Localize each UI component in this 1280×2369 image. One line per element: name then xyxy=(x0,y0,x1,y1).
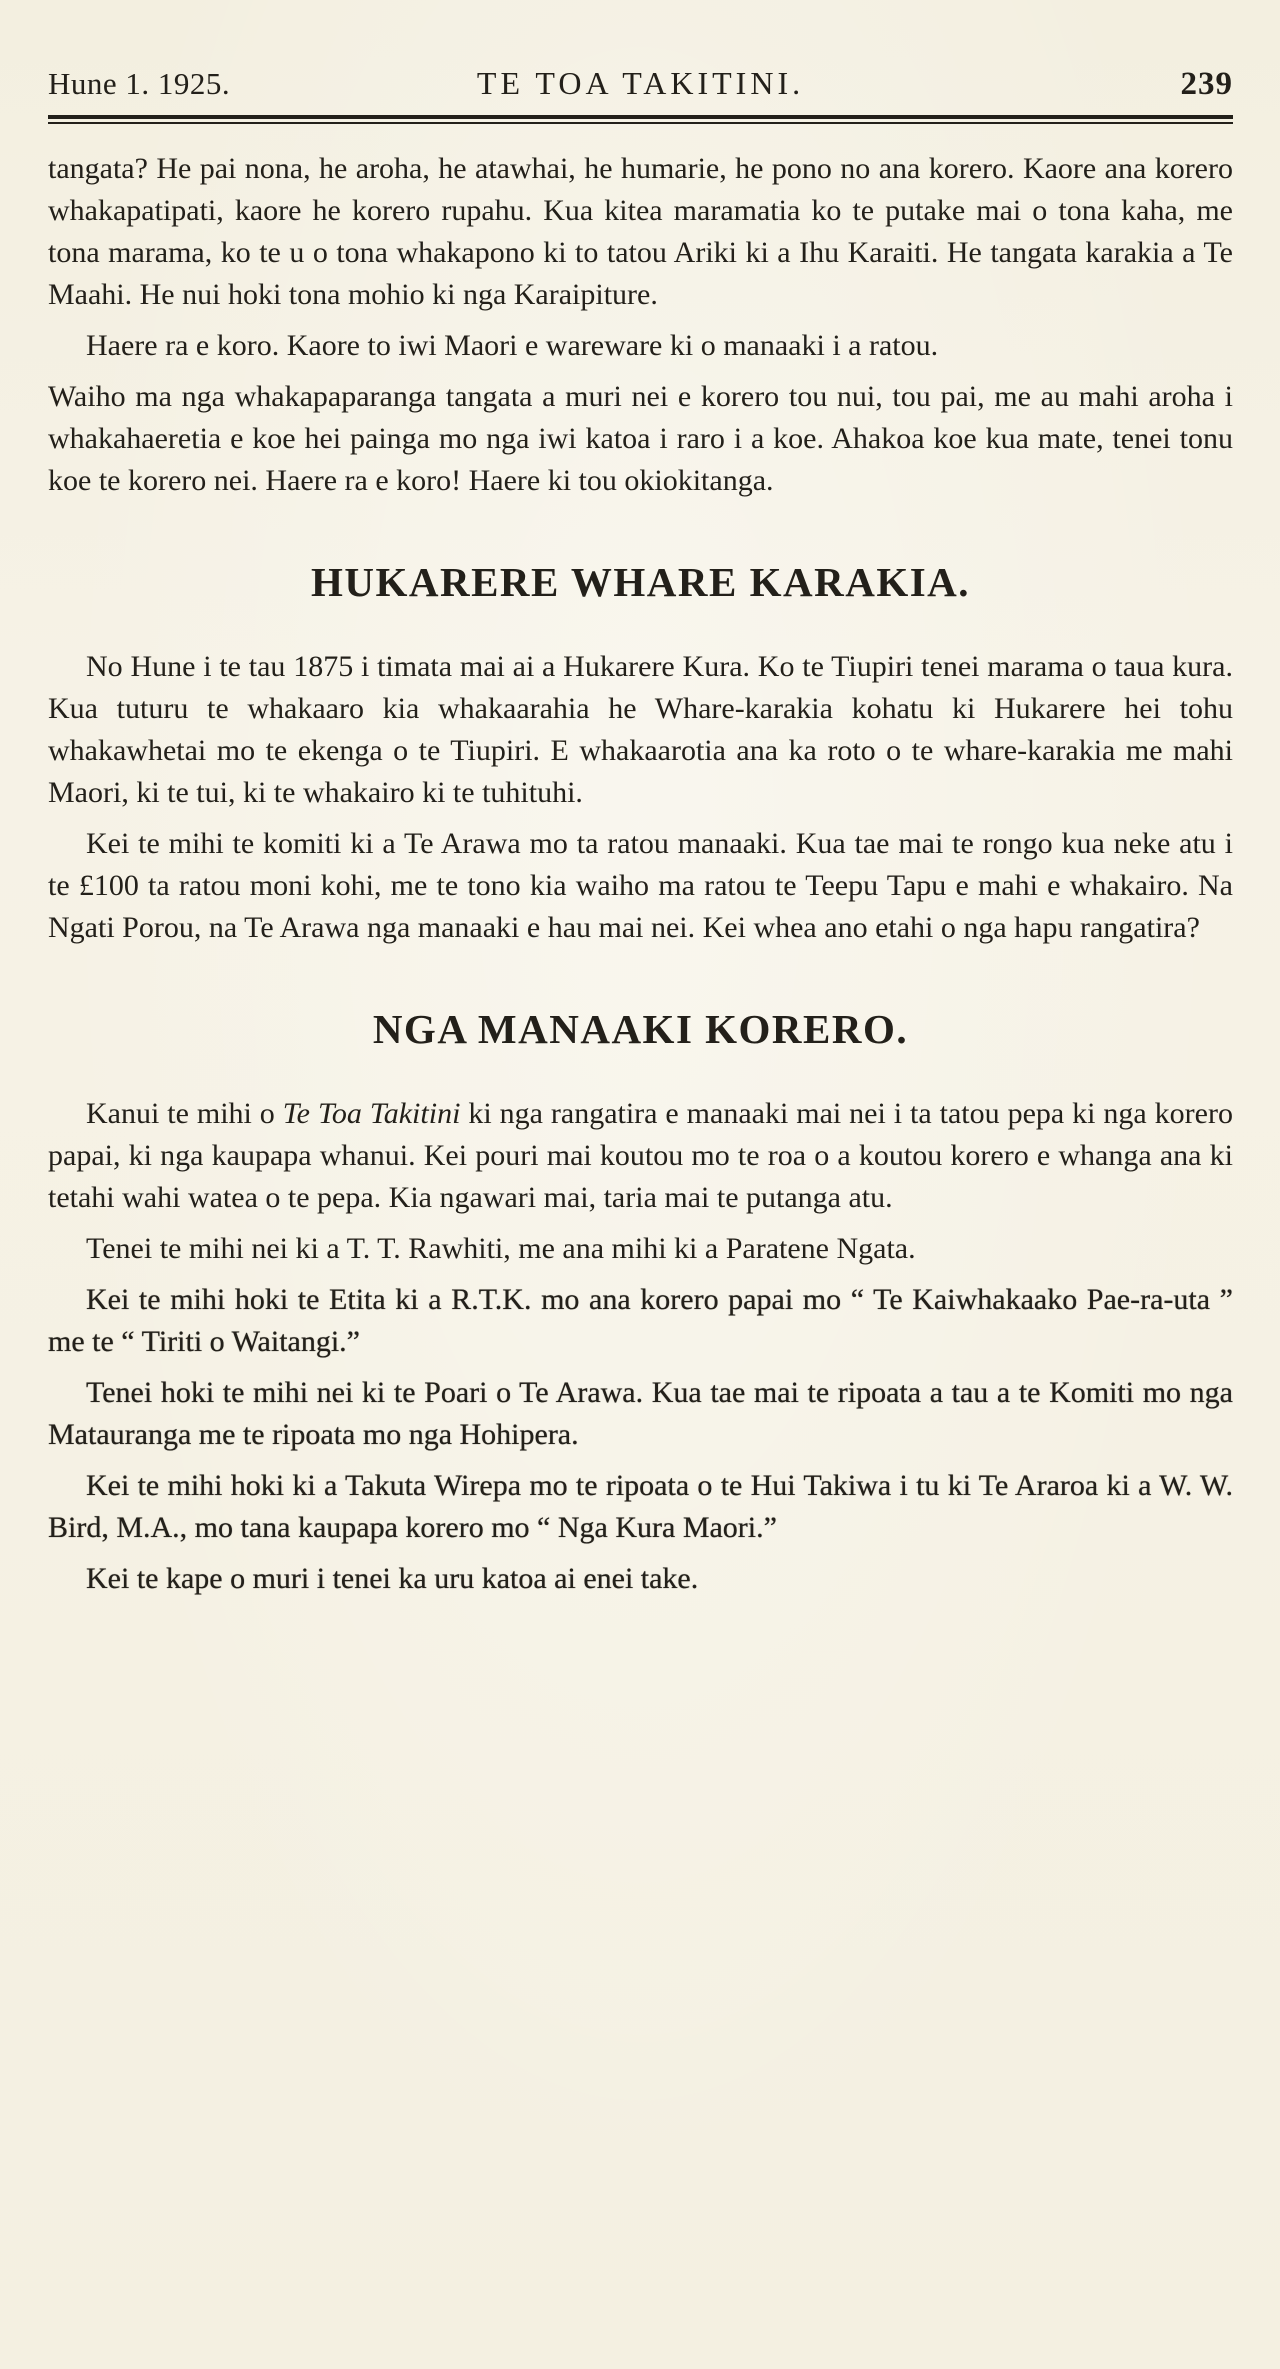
paragraph-text-after-italic: ki nga rangatira e manaaki mai nei i ta tatou pepa ki nga korero papai, ki nga kaupapa whanui. Kei pouri mai koutou mo te roa o a koutou korero e whanga ana ki tetahi wahi watea o te pepa. Kia ngawari mai, taria mai te putanga atu. xyxy=(48,1097,1233,1214)
paragraph-opening-1: tangata? He pai nona, he aroha, he atawhai, he humarie, he pono no ana korero. Kaore ana korero whakapatipati, kaore he korero rupahu. Kua kitea maramatia ko te putake mai o tona kaha, me tona marama, ko te u o tona whakapono ki to tatou Ariki ki a Ihu Karaiti. He tangata karakia a Te Maahi. He nui hoki tona mohio ki nga Karaipiture. xyxy=(48,152,1233,311)
page-header xyxy=(48,62,1233,105)
paragraph-nga-manaaki-5: Kei te mihi hoki ki a Takuta Wirepa mo te ripoata o te Hui Takiwa i tu ki Te Araroa ki a W. W. Bird, M.A., mo tana kaupapa korero mo “ Nga Kura Maori.” xyxy=(48,1469,1233,1544)
section-heading-hukarere: HUKARERE WHARE KARAKIA. xyxy=(310,559,971,605)
page-content xyxy=(48,148,1233,1600)
section-heading-nga-manaaki: NGA MANAAKI KORERO. xyxy=(372,1006,909,1052)
paragraph-nga-manaaki-6: Kei te kape o muri i tenei ka uru katoa ai enei take. xyxy=(86,1562,699,1595)
paragraph-nga-manaaki-1 xyxy=(48,1093,1233,1219)
issue-date: Hune 1. 1925. xyxy=(48,66,231,101)
masthead-title: TE TOA TAKITINI. xyxy=(476,65,805,101)
paragraph-nga-manaaki-3: Kei te mihi hoki te Etita ki a R.T.K. mo ana korero papai mo “ Te Kaiwhakaako Pae-ra-uta ” me te “ Tiriti o Waitangi.” xyxy=(48,1283,1233,1358)
paragraph-nga-manaaki-4: Tenei hoki te mihi nei ki te Poari o Te Arawa. Kua tae mai te ripoata a tau a te Komiti mo nga Matauranga me te ripoata mo nga Hohipera. xyxy=(48,1376,1233,1451)
page-number: 239 xyxy=(1180,66,1233,102)
paragraph-opening-3: Waiho ma nga whakapaparanga tangata a muri nei e korero tou nui, tou pai, me au mahi aroha i whakahaeretia e koe hei painga mo nga iwi katoa i raro i a koe. Ahakoa koe kua mate, tenei tonu koe te korero nei. Haere ra e koro! Haere ki tou okiokitanga. xyxy=(48,380,1233,497)
paragraph-text-before-italic: Kanui te mihi o xyxy=(86,1097,283,1130)
paragraph-nga-manaaki-2: Tenei te mihi nei ki a T. T. Rawhiti, me ana mihi ki a Paratene Ngata. xyxy=(86,1232,916,1265)
paragraph-hukarere-1: No Hune i te tau 1875 i timata mai ai a Hukarere Kura. Ko te Tiupiri tenei marama o taua kura. Kua tuturu te whakaaro kia whakaarahia he Whare-karakia kohatu ki Hukarere hei tohu whakawhetai mo te ekenga o te Tiupiri. E whakaarotia ana ka roto o te whare-karakia me mahi Maori, ki te tui, ki te whakairo ki te tuhituhi. xyxy=(48,650,1233,809)
header-double-rule xyxy=(48,115,1233,124)
journal-title-italic: Te Toa Takitini xyxy=(282,1097,461,1130)
paragraph-hukarere-2: Kei te mihi te komiti ki a Te Arawa mo ta ratou manaaki. Kua tae mai te rongo kua neke atu i te £100 ta ratou moni kohi, me te tono kia waiho ma ratou te Teepu Tapu e mahi e whakairo. Na Ngati Porou, na Te Arawa nga manaaki e hau mai nei. Kei whea ano etahi o nga hapu rangatira? xyxy=(48,827,1233,944)
paragraph-opening-2: Haere ra e koro. Kaore to iwi Maori e wareware ki o manaaki i a ratou. xyxy=(86,329,939,362)
